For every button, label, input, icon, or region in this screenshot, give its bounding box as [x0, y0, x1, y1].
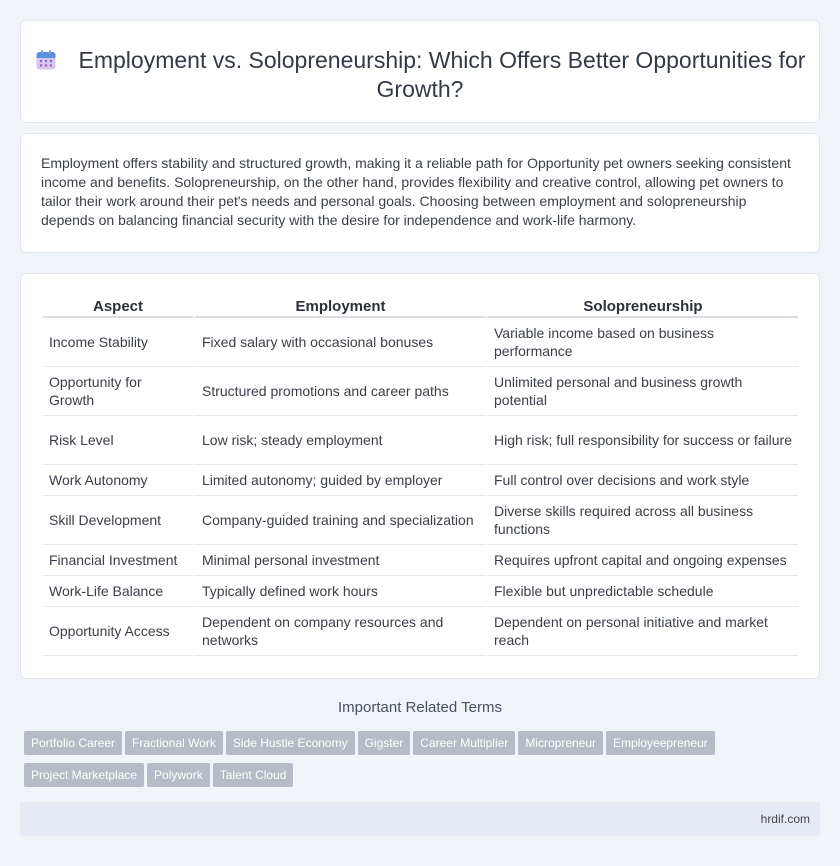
- cell-aspect: Financial Investment: [43, 545, 193, 576]
- tag-employeepreneur[interactable]: Employeepreneur: [606, 731, 715, 755]
- page-title: [21, 46, 819, 104]
- tag-portfolio-career[interactable]: Portfolio Career: [24, 731, 122, 755]
- cell-employment: Company-guided training and specialization: [193, 496, 485, 545]
- cell-solopreneurship: Dependent on personal initiative and market reach: [485, 607, 798, 656]
- table-row: [43, 318, 798, 367]
- cell-employment: Typically defined work hours: [193, 576, 485, 607]
- tag-side-hustle-economy[interactable]: Side Hustle Economy: [226, 731, 355, 755]
- tag-micropreneur[interactable]: Micropreneur: [518, 731, 603, 755]
- cell-solopreneurship: High risk; full responsibility for success or failure: [485, 416, 798, 465]
- intro-paragraph: Employment offers stability and structured growth, making it a reliable path for Opportunity pet owners seeking consistent income and benefits. Solopreneurship, on the other hand, provides flexibility and creative control, allowing pet owners to tailor their work around their pet's needs and personal goals. Choosing between employment and solopreneurship depends on balancing financial security with the desire for independence and work-life harmony.: [41, 155, 791, 228]
- cell-employment: Limited autonomy; guided by employer: [193, 465, 485, 496]
- comparison-card: [20, 273, 820, 679]
- cell-employment: Low risk; steady employment: [193, 416, 485, 465]
- table-row: [43, 367, 798, 416]
- cell-solopreneurship: Unlimited personal and business growth potential: [485, 367, 798, 416]
- tag-career-multiplier[interactable]: Career Multiplier: [413, 731, 515, 755]
- header-solopreneurship: Solopreneurship: [485, 298, 798, 318]
- cell-solopreneurship: Full control over decisions and work style: [485, 465, 798, 496]
- tag-fractional-work[interactable]: Fractional Work: [125, 731, 223, 755]
- cell-employment: Structured promotions and career paths: [193, 367, 485, 416]
- cell-employment: Dependent on company resources and networks: [193, 607, 485, 656]
- cell-employment: Fixed salary with occasional bonuses: [193, 318, 485, 367]
- cell-aspect: Skill Development: [43, 496, 193, 545]
- table-row: [43, 607, 798, 656]
- cell-aspect: Opportunity Access: [43, 607, 193, 656]
- tag-gigster[interactable]: Gigster: [358, 731, 411, 755]
- tag-polywork[interactable]: Polywork: [147, 763, 210, 787]
- tag-talent-cloud[interactable]: Talent Cloud: [213, 763, 294, 787]
- cell-aspect: Risk Level: [43, 416, 193, 465]
- cell-solopreneurship: Variable income based on business performance: [485, 318, 798, 367]
- cell-aspect: Work-Life Balance: [43, 576, 193, 607]
- cell-solopreneurship: Diverse skills required across all business functions: [485, 496, 798, 545]
- cell-solopreneurship: Requires upfront capital and ongoing expenses: [485, 545, 798, 576]
- intro-card: [20, 133, 820, 253]
- cell-aspect: Opportunity for Growth: [43, 367, 193, 416]
- cell-aspect: Income Stability: [43, 318, 193, 367]
- table-header-row: [43, 298, 798, 318]
- tag-project-marketplace[interactable]: Project Marketplace: [24, 763, 144, 787]
- title-text: Employment vs. Solopreneurship: Which Offers Better Opportunities for Growth?: [78, 47, 806, 102]
- calendar-icon: [35, 49, 57, 71]
- table-row: [43, 416, 798, 465]
- comparison-table: [43, 298, 798, 656]
- cell-solopreneurship: Flexible but unpredictable schedule: [485, 576, 798, 607]
- footer-site-link[interactable]: hrdif.com: [760, 812, 810, 826]
- table-row: [43, 496, 798, 545]
- cell-employment: Minimal personal investment: [193, 545, 485, 576]
- header-employment: Employment: [193, 298, 485, 318]
- table-row: [43, 545, 798, 576]
- related-terms-tags: [24, 731, 804, 795]
- title-card: [20, 20, 820, 123]
- cell-aspect: Work Autonomy: [43, 465, 193, 496]
- table-row: [43, 465, 798, 496]
- footer: [20, 802, 820, 836]
- table-row: [43, 576, 798, 607]
- header-aspect: Aspect: [43, 298, 193, 318]
- related-terms-heading: Important Related Terms: [338, 699, 502, 716]
